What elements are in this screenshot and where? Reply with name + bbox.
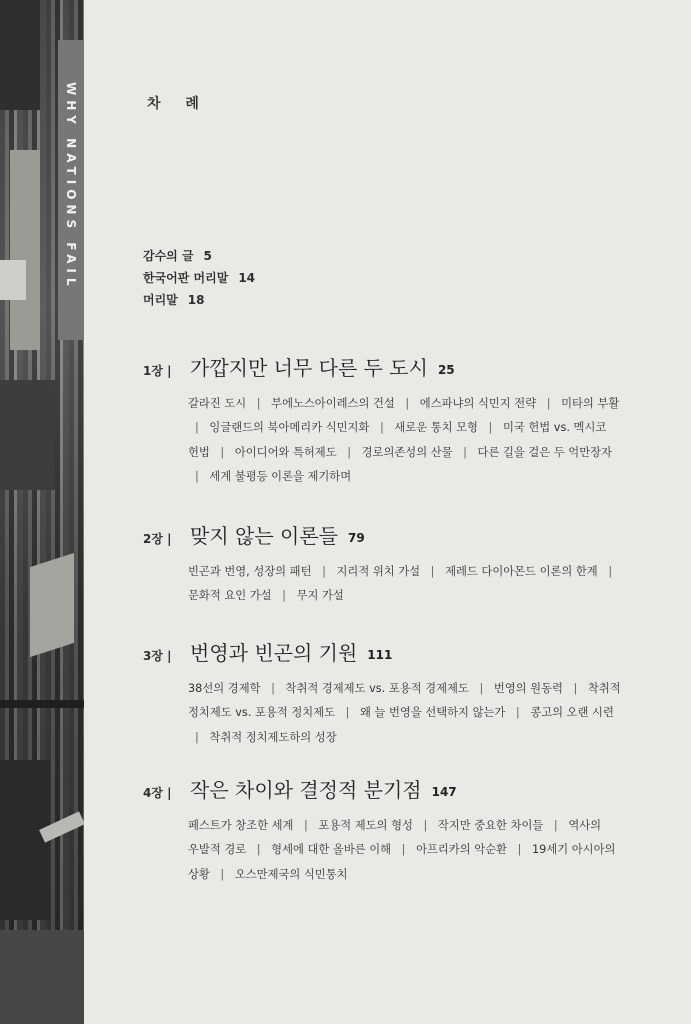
photo-building: [10, 150, 40, 350]
section-separator: |: [195, 421, 199, 435]
section-separator: |: [220, 445, 225, 459]
toc-heading: 차 례: [147, 96, 209, 112]
front-matter-item[interactable]: [143, 245, 255, 267]
front-matter-title: 한국어판 머리말: [143, 271, 229, 285]
section-title[interactable]: 제레드 다이아몬드 이론의 한계: [445, 565, 598, 578]
section-title[interactable]: 콩고의 오랜 시련: [530, 706, 614, 720]
section-title[interactable]: 포용적 제도의 형성: [318, 819, 413, 832]
photo-beam: [0, 700, 84, 708]
section-separator: |: [345, 706, 350, 720]
vertical-book-title: WHY NATIONS FAIL: [64, 82, 78, 291]
section-title[interactable]: 착취적 경제제도 vs. 포용적 경제제도: [285, 682, 469, 695]
photo-ground: [0, 930, 84, 1024]
section-separator: |: [573, 682, 578, 695]
chapter-number: 3장 |: [143, 649, 172, 663]
section-title[interactable]: 38선의 경제학: [188, 682, 261, 695]
section-list: [188, 560, 623, 609]
section-title[interactable]: 작지만 중요한 차이들: [437, 819, 544, 832]
chapter-number: 4장 |: [143, 786, 172, 800]
section-separator: |: [256, 397, 261, 410]
section-separator: |: [608, 565, 613, 578]
section-separator: |: [347, 445, 352, 459]
chapter-1[interactable]: [143, 352, 623, 489]
section-title[interactable]: 19세기 아시아의 상황: [188, 843, 616, 881]
section-title[interactable]: 빈곤과 번영, 성장의 패턴: [188, 565, 312, 578]
page-number: 79: [347, 531, 365, 545]
chapter-title: [190, 520, 365, 549]
section-separator: |: [195, 469, 199, 483]
section-separator: |: [488, 421, 493, 435]
section-title[interactable]: 지리적 위치 가설: [336, 565, 421, 578]
cover-photo-strip: [0, 0, 84, 1024]
page-number: 18: [187, 293, 205, 307]
page-number: 147: [431, 785, 457, 799]
chapter-4[interactable]: [143, 774, 623, 887]
front-matter-title: 머리말: [143, 293, 178, 307]
section-title[interactable]: 부에노스아이레스의 건설: [271, 397, 395, 410]
section-title[interactable]: 번영의 원동력: [493, 682, 563, 695]
section-list: [188, 814, 623, 887]
section-title[interactable]: 문화적 요인 가설: [188, 589, 272, 603]
section-separator: |: [195, 730, 199, 744]
section-separator: |: [401, 843, 406, 857]
chapter-title-text: 맞지 않는 이론들: [190, 524, 338, 548]
chapter-title: [190, 637, 392, 666]
section-title[interactable]: 착취적 정치제도 vs. 포용적 정치제도: [188, 682, 621, 720]
section-title[interactable]: 잉글랜드의 북아메리카 식민지화: [209, 421, 370, 435]
section-title[interactable]: 에스파냐의 식민지 전략: [419, 397, 537, 410]
section-separator: |: [282, 589, 286, 603]
section-separator: |: [304, 819, 308, 832]
section-title[interactable]: 형세에 대한 올바른 이해: [271, 843, 392, 857]
front-matter-title: 감수의 글: [143, 249, 194, 263]
section-title[interactable]: 세계 불평등 이론을 제기하며: [209, 469, 352, 483]
section-separator: |: [423, 819, 428, 832]
chapter-title-text: 가깝지만 너무 다른 두 도시: [190, 356, 428, 380]
section-title[interactable]: 다른 길을 걸은 두 억만장자: [477, 445, 612, 459]
section-title[interactable]: 미국 헌법 vs. 멕시코 헌법: [188, 421, 607, 459]
front-matter-item[interactable]: [143, 267, 255, 289]
section-separator: |: [463, 445, 467, 459]
section-title[interactable]: 새로운 통치 모형: [394, 421, 478, 435]
section-separator: |: [479, 682, 484, 695]
section-separator: |: [322, 565, 326, 578]
section-separator: |: [256, 843, 261, 857]
section-title[interactable]: 착취적 정치제도하의 성장: [209, 730, 337, 744]
section-title[interactable]: 역사의 우발적 경로: [188, 819, 602, 857]
section-separator: |: [546, 397, 551, 410]
section-list: [188, 677, 623, 750]
section-separator: |: [379, 421, 384, 435]
front-matter-list: [143, 245, 255, 311]
section-title[interactable]: 왜 늘 번영을 선택하지 않는가: [359, 706, 506, 720]
section-separator: |: [405, 397, 410, 410]
section-title[interactable]: 아프리카의 악순환: [416, 843, 507, 857]
photo-window: [0, 260, 26, 300]
section-title[interactable]: 오스만제국의 식민통치: [234, 867, 348, 881]
section-separator: |: [271, 682, 275, 695]
photo-shadow: [0, 760, 50, 920]
page-number: 111: [367, 648, 393, 662]
photo-awning: [30, 553, 74, 657]
section-title[interactable]: 미타의 부활: [561, 397, 620, 410]
chapter-2[interactable]: [143, 520, 623, 609]
page-number: 5: [203, 249, 212, 263]
chapter-title-text: 번영과 빈곤의 기원: [190, 641, 358, 665]
chapter-title: [190, 774, 457, 803]
chapter-number: 2장 |: [143, 532, 172, 546]
front-matter-item[interactable]: [143, 289, 255, 311]
section-separator: |: [517, 843, 522, 857]
section-separator: |: [430, 565, 435, 578]
section-title[interactable]: 무지 가설: [296, 589, 344, 603]
section-title[interactable]: 아이디어와 특허제도: [234, 445, 337, 459]
page-number: 14: [238, 271, 256, 285]
section-separator: |: [220, 867, 225, 881]
chapter-number: 1장 |: [143, 364, 172, 378]
section-separator: |: [553, 819, 558, 832]
section-title[interactable]: 경로의존성의 산물: [361, 445, 453, 459]
chapter-title: [190, 352, 455, 381]
page-number: 25: [437, 363, 455, 377]
chapter-3[interactable]: [143, 637, 623, 750]
photo-shadow: [0, 380, 55, 490]
chapter-title-text: 작은 차이와 결정적 분기점: [190, 778, 422, 802]
section-list: [188, 392, 623, 489]
photo-shadow: [0, 0, 40, 110]
section-title[interactable]: 페스트가 창조한 세계: [188, 819, 294, 832]
section-separator: |: [515, 706, 520, 720]
section-title[interactable]: 갈라진 도시: [188, 397, 247, 410]
